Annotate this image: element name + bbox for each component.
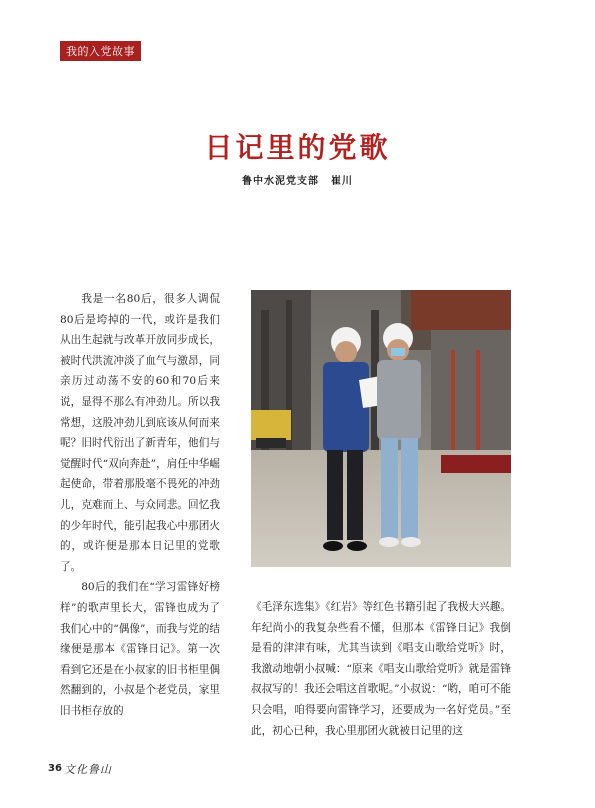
article-body-left xyxy=(60,289,220,721)
section-tag: 我的入党故事 xyxy=(60,41,141,61)
article-photo xyxy=(251,290,511,567)
article-body-right xyxy=(251,597,511,741)
magazine-logo: 文化鲁山 xyxy=(64,763,112,776)
paragraph: 《毛泽东选集》《红岩》等红色书籍引起了我极大兴趣。年纪尚小的我复杂些看不懂，但那本《雷锋日记》我倒是看的津津有味，尤其当读到《唱支山歌给党听》时，我激动地朝小叔喊：“原来《唱支山歌给党听》就是雷锋叔叔写的！我还会唱这首歌呢。”小叔说：“哟，咱可不能只会唱，咱得要向雷锋学习，还要成为一名好党员。”至此，初心已种，我心里那团火就被日记里的这 xyxy=(251,601,511,737)
article-title: 日记里的党歌 xyxy=(204,131,391,164)
paragraph: 我是一名80后，很多人调侃80后是垮掉的一代，或许是我们从出生起就与改革开放同步成长，被时代洪流冲淡了血气与激昂，同亲历过动荡不安的60和70后来说，显得不那么有冲劲儿。所以我常想，这股冲劲儿到底该从何而来呢？旧时代衍出了新青年，他们与觉醒时代“双向奔赴”，肩任中华崛起使命，带着那股毫不畏死的冲劲儿，克难而上、与众同悲。回忆我的少年时代，能引起我心中那团火的，或许便是那本日记里的党歌了。 xyxy=(60,293,220,573)
page-number: 36 xyxy=(48,763,62,774)
author-unit: 鲁中水泥党支部 xyxy=(242,176,319,187)
paragraph: 80后的我们在“学习雷锋好榜样”的歌声里长大，雷锋也成为了我们心中的“偶像”，而我与党的结缘便是那本《雷锋日记》。第一次看到它还是在小叔家的旧书柜里偶然翻到的，小叔是个老党员，家里旧书柜存放的 xyxy=(60,581,220,717)
byline xyxy=(0,172,595,187)
photo-industrial-site xyxy=(251,290,511,567)
author-name: 崔川 xyxy=(331,176,353,187)
